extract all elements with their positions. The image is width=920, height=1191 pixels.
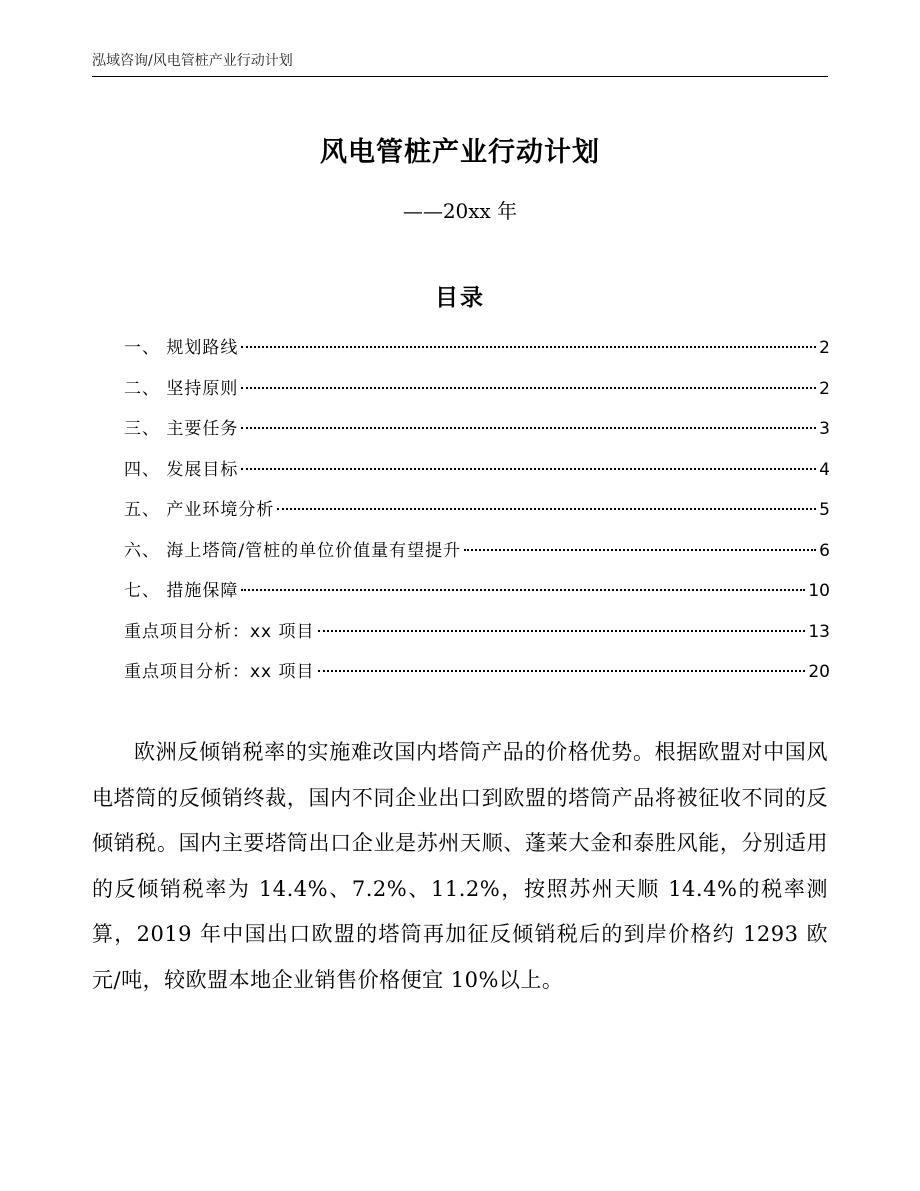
toc-entry-label: 重点项目分析：xx 项目 bbox=[124, 621, 315, 642]
toc-leader-dots bbox=[241, 468, 816, 470]
toc-entry-page: 20 bbox=[808, 662, 830, 682]
toc-entry-page: 2 bbox=[819, 378, 830, 399]
body-paragraph: 欧洲反倾销税率的实施难改国内塔筒产品的价格优势。根据欧盟对中国风电塔筒的反倾销终裁，国内不同企业出口到欧盟的塔筒产品将被征收不同的反倾销税。国内主要塔筒出口企业是苏州天顺、蓬莱大金和泰胜风能，分别适用的反倾销税率为 14.4%、7.2%、11.2%，按照苏州天顺 14.4%的税率测算，2019 年中国出口欧盟的塔筒再加征反倾销税后的到岸价格约 1293 欧元/吨，较欧盟本地企业销售价格便宜 10%以上。 bbox=[92, 740, 828, 992]
toc-entry-page: 3 bbox=[819, 419, 830, 439]
table-of-contents bbox=[124, 336, 830, 701]
toc-entry-label: 三、 主要任务 bbox=[124, 419, 239, 439]
toc-entry-2[interactable] bbox=[124, 377, 830, 418]
document-subtitle: ——20xx 年 bbox=[402, 199, 518, 223]
toc-entry-9[interactable] bbox=[124, 660, 830, 701]
toc-leader-dots bbox=[277, 508, 816, 510]
toc-entry-label: 七、 措施保障 bbox=[124, 581, 239, 601]
header-rule bbox=[92, 76, 828, 77]
toc-entry-7[interactable] bbox=[124, 579, 830, 620]
toc-entry-label: 六、 海上塔筒/管桩的单位价值量有望提升 bbox=[124, 540, 462, 561]
toc-leader-dots bbox=[241, 346, 816, 348]
toc-leader-dots bbox=[318, 630, 806, 632]
toc-entry-page: 5 bbox=[819, 500, 830, 520]
toc-entry-page: 10 bbox=[808, 581, 830, 601]
toc-entry-5[interactable] bbox=[124, 498, 830, 539]
toc-leader-dots bbox=[241, 427, 816, 429]
toc-entry-label: 重点项目分析：xx 项目 bbox=[124, 662, 315, 682]
toc-leader-dots bbox=[241, 589, 805, 591]
toc-leader-dots bbox=[241, 387, 816, 389]
toc-entry-label: 五、 产业环境分析 bbox=[124, 500, 275, 520]
toc-entry-8[interactable] bbox=[124, 620, 830, 661]
toc-entry-label: 二、 坚持原则 bbox=[124, 378, 239, 399]
toc-entry-page: 4 bbox=[819, 459, 830, 480]
running-header: 泓域咨询/风电管桩产业行动计划 bbox=[92, 53, 293, 69]
toc-leader-dots bbox=[318, 670, 806, 672]
toc-leader-dots bbox=[464, 549, 816, 551]
toc-entry-label: 一、 规划路线 bbox=[124, 338, 239, 358]
document-title: 风电管桩产业行动计划 bbox=[320, 137, 600, 168]
toc-entry-page: 13 bbox=[808, 621, 830, 642]
toc-heading: 目录 bbox=[435, 285, 485, 311]
toc-entry-1[interactable] bbox=[124, 336, 830, 377]
toc-entry-page: 2 bbox=[819, 338, 830, 358]
toc-entry-6[interactable] bbox=[124, 539, 830, 580]
toc-entry-3[interactable] bbox=[124, 417, 830, 458]
toc-entry-4[interactable] bbox=[124, 458, 830, 499]
toc-entry-page: 6 bbox=[819, 540, 830, 561]
toc-entry-label: 四、 发展目标 bbox=[124, 459, 239, 480]
